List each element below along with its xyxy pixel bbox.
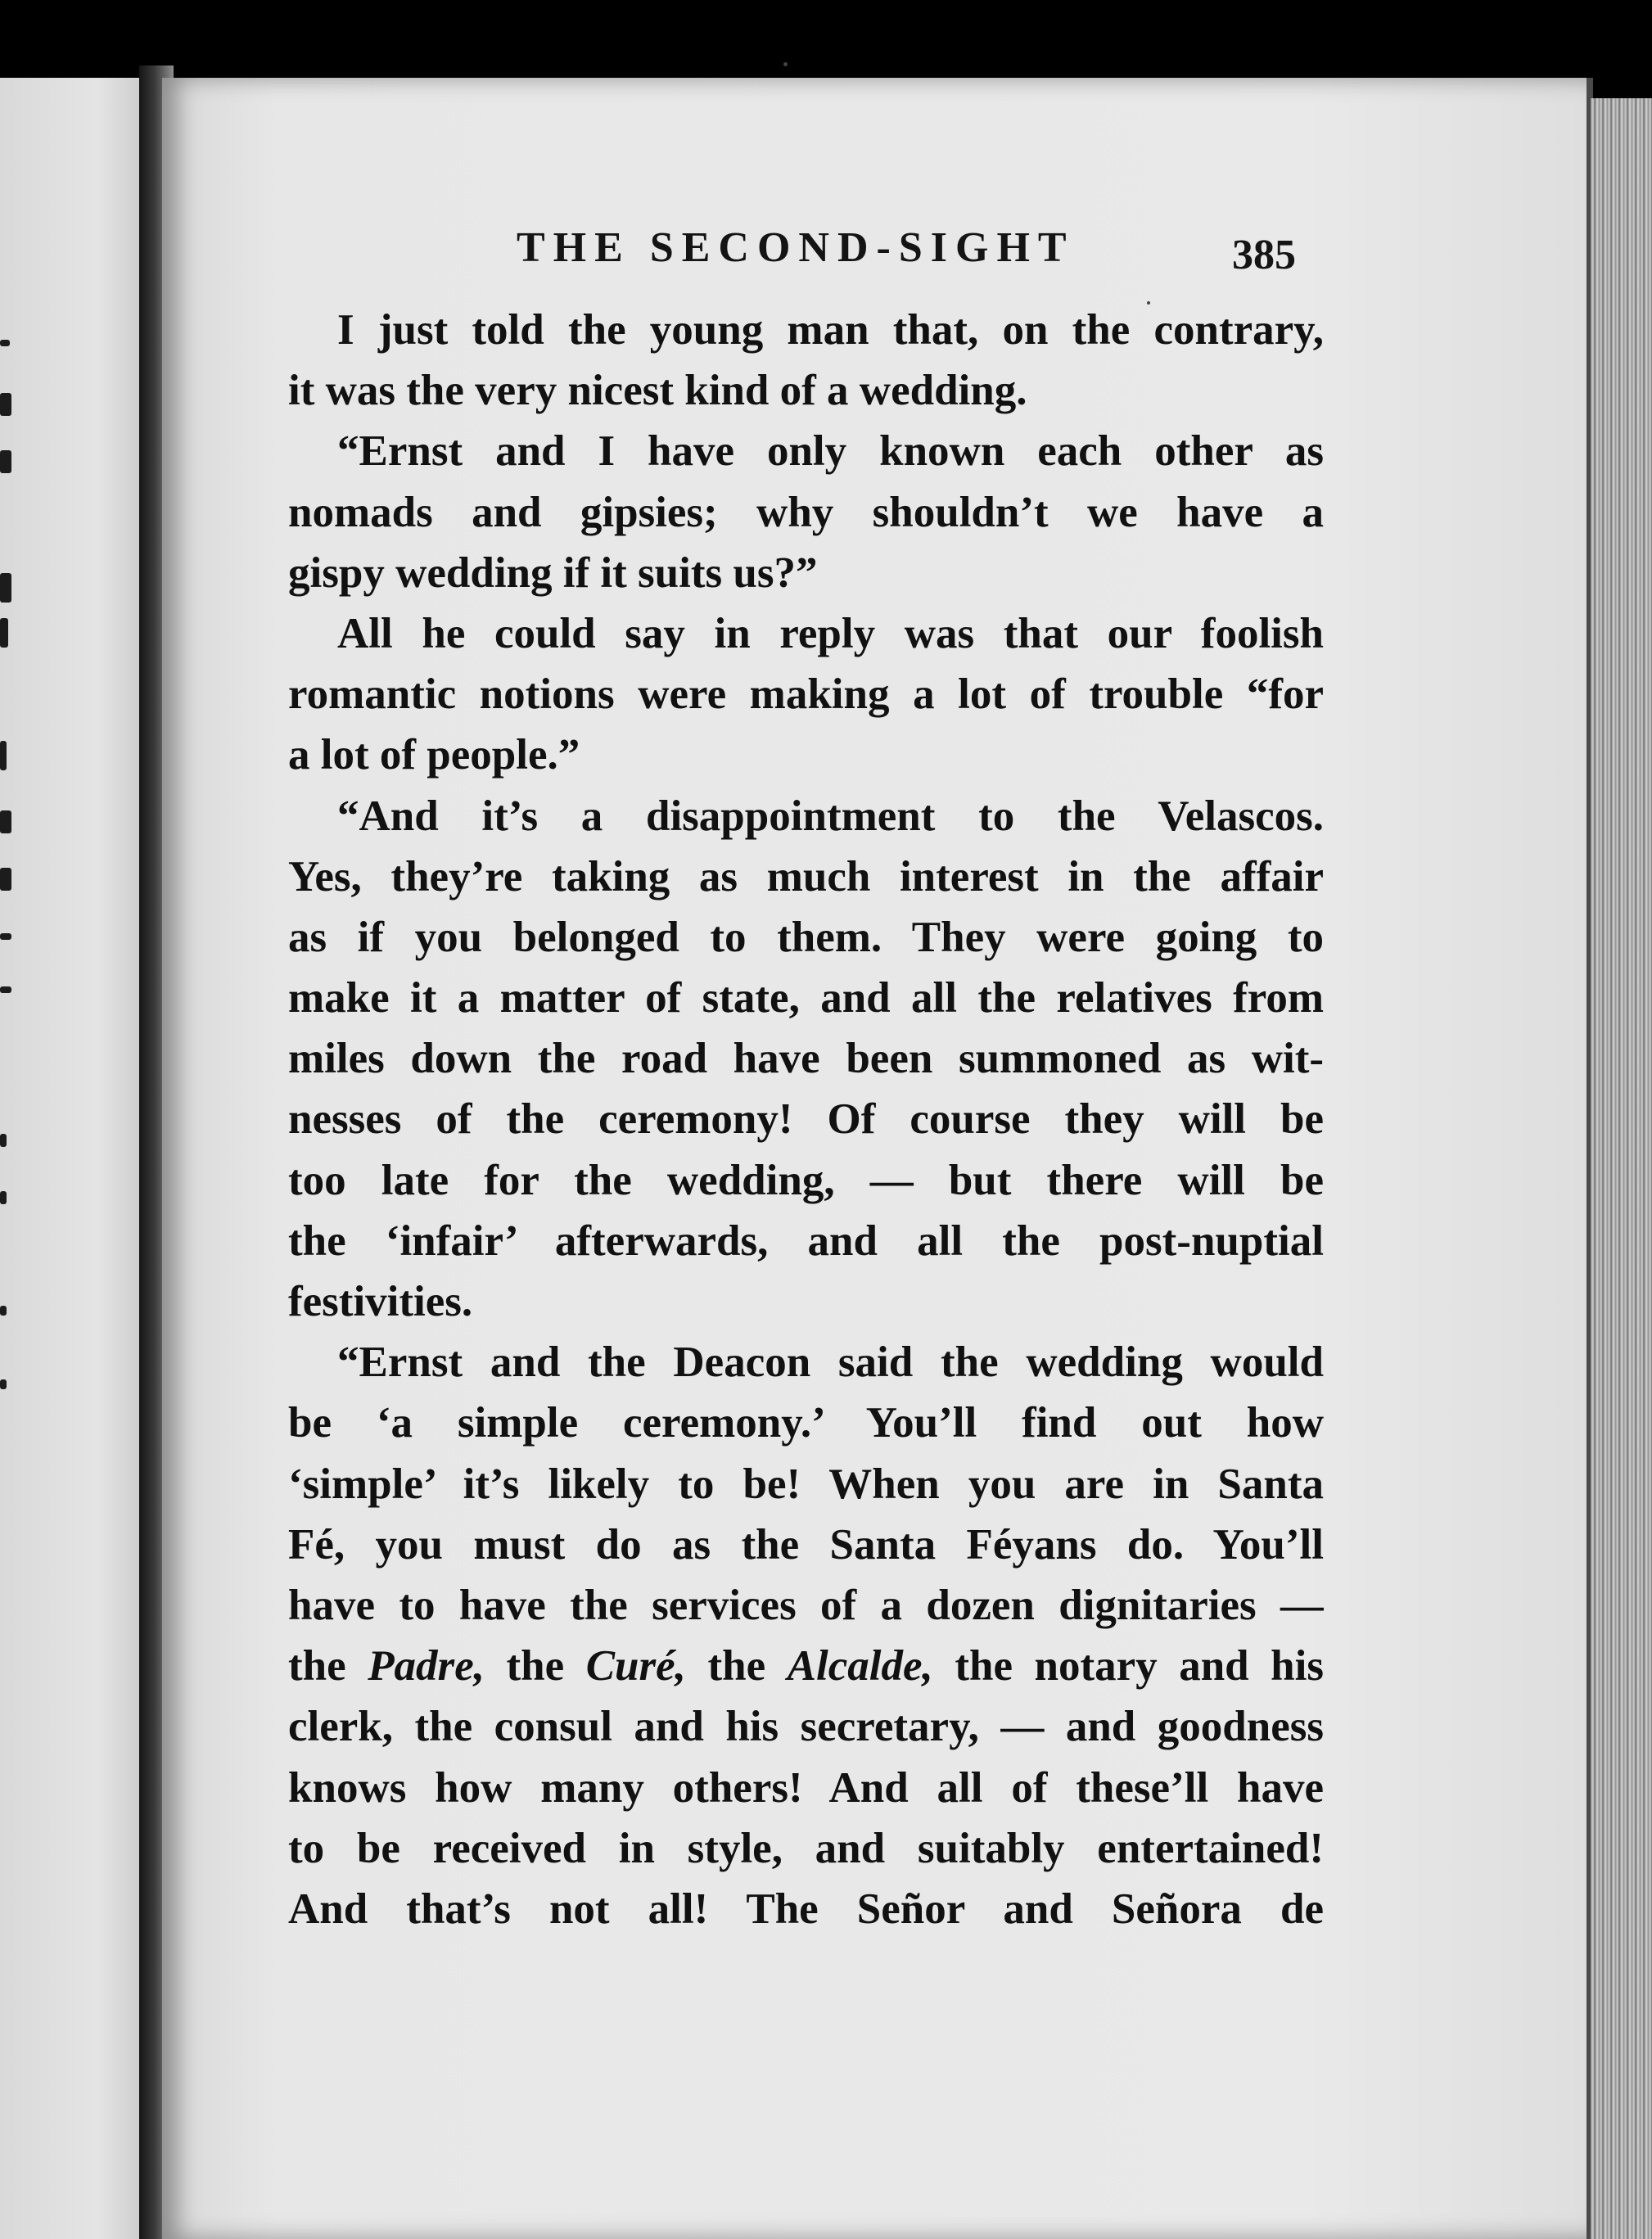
text-segment: the notary and his	[932, 1642, 1324, 1691]
text-line: And that’s not all! The Señor and Señora de	[288, 1885, 1324, 1933]
text-segment: the	[288, 1642, 368, 1691]
text-line: as if you belonged to them. They were going to	[288, 913, 1324, 961]
page-header	[517, 223, 1335, 289]
page-stack-edges	[1591, 98, 1652, 2239]
text-line: make it a matter of state, and all the relatives from	[288, 974, 1324, 1022]
text-line: knows how many others! And all of these’ll have	[288, 1763, 1324, 1812]
text-line: Yes, they’re taking as much interest in the affair	[288, 852, 1324, 901]
text-line: it was the very nicest kind of a wedding.	[288, 367, 1027, 415]
text-line: a lot of people.”	[288, 731, 580, 779]
text-line: I just told the young man that, on the contrary,	[337, 306, 1324, 354]
text-line: “Ernst and I have only known each other as	[337, 427, 1324, 476]
text-line: festivities.	[288, 1278, 473, 1326]
text-line: the ‘infair’ afterwards, and all the post-nuptial	[288, 1217, 1324, 1265]
text-line: clerk, the consul and his secretary, — and goodness	[288, 1703, 1324, 1751]
italic-term-padre: Padre,	[368, 1642, 485, 1691]
text-segment: the	[685, 1642, 788, 1691]
facing-page-edge	[0, 78, 139, 2239]
text-line: nesses of the ceremony! Of course they will be	[288, 1095, 1324, 1144]
text-line: “Ernst and the Deacon said the wedding would	[337, 1338, 1324, 1387]
text-line: All he could say in reply was that our foolish	[337, 609, 1324, 657]
text-line: be ‘a simple ceremony.’ You’ll find out how	[288, 1399, 1324, 1447]
running-head: THE SECOND-SIGHT	[517, 224, 1075, 271]
italic-term-alcalde: Alcalde,	[787, 1642, 933, 1691]
page-number: 385	[1232, 232, 1296, 278]
italic-term-cure: Curé,	[585, 1642, 686, 1691]
text-line: gispy wedding if it suits us?”	[288, 548, 818, 597]
scan-speck	[783, 62, 788, 66]
text-segment: the	[484, 1642, 586, 1691]
text-line: Fé, you must do as the Santa Féyans do. You’ll	[288, 1520, 1324, 1569]
text-line: ‘simple’ it’s likely to be! When you are in Santa	[288, 1460, 1324, 1508]
text-line: have to have the services of a dozen dignitaries —	[288, 1582, 1324, 1629]
text-line: nomads and gipsies; why shouldn’t we have a	[288, 488, 1324, 536]
body-text	[288, 300, 1324, 1939]
text-line: miles down the road have been summoned as wit-	[288, 1035, 1324, 1083]
text-line: “And it’s a disappointment to the Velascos.	[337, 792, 1324, 840]
text-line: to be received in style, and suitably entertained!	[288, 1824, 1324, 1872]
text-line-with-italics	[288, 1636, 1324, 1696]
text-line: romantic notions were making a lot of trouble “for	[288, 670, 1324, 719]
text-line: too late for the wedding, — but there will be	[288, 1156, 1324, 1204]
facing-page-text-fragments	[0, 78, 21, 2239]
